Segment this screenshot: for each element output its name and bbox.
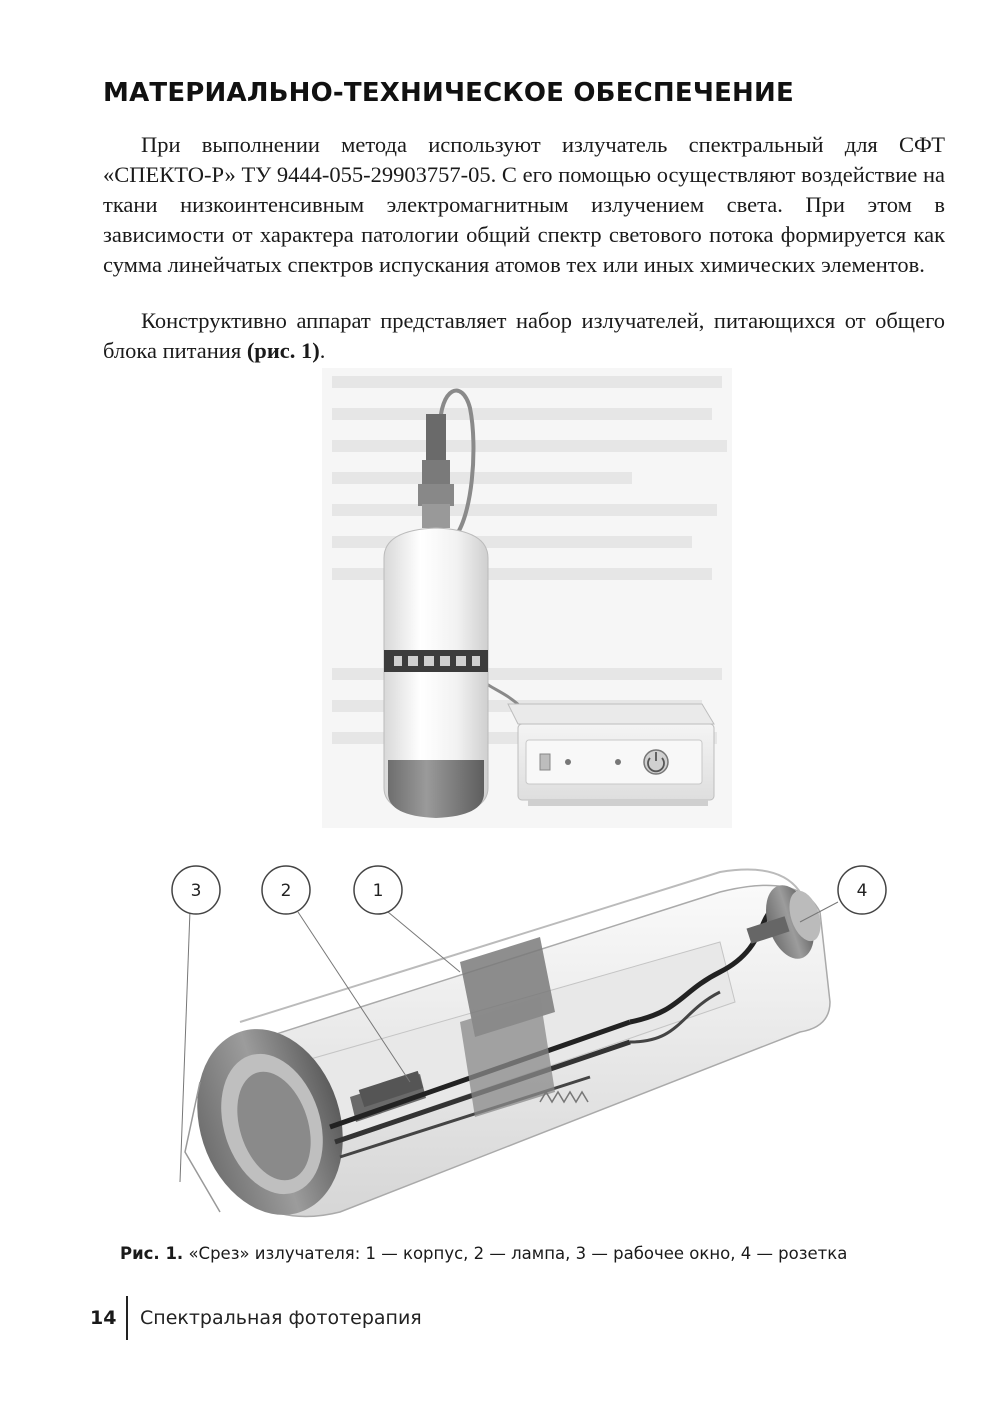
paragraph-2 bbox=[103, 306, 945, 366]
figure-caption bbox=[120, 1244, 940, 1263]
figure-caption-text: «Срез» излучателя: 1 — корпус, 2 — лампа, 3 — рабочее окно, 4 — розетка bbox=[183, 1244, 848, 1263]
footer-divider bbox=[126, 1296, 128, 1340]
figure-caption-label: Рис. 1. bbox=[120, 1244, 184, 1263]
svg-text:4: 4 bbox=[856, 881, 868, 901]
callout-3 bbox=[172, 866, 220, 914]
emitter-cutaway-diagram bbox=[160, 852, 940, 1232]
svg-text:2: 2 bbox=[280, 881, 292, 901]
paragraph-2-end: . bbox=[319, 338, 326, 363]
paragraph-1-text: При выполнении метода используют излучатель спектральный для СФТ «СПЕКТО-Р» ТУ 9444-055-29903757-05. С его помощью осуществляют воздействие на ткани низкоинтенсивным электромагнитным излучением света. При этом в зависимости от характера патологии общий спектр светового потока формируется как сумма линейчатых спектров испускания атомов тех или иных химических элементов. bbox=[103, 132, 945, 277]
page-number: 14 bbox=[90, 1307, 117, 1329]
running-title: Спектральная фототерапия bbox=[140, 1307, 422, 1329]
page-footer bbox=[90, 1296, 422, 1340]
paragraph-2-text: Конструктивно аппарат представляет набор излучателей, питающихся от общего блока питания bbox=[103, 308, 945, 363]
paragraph-1 bbox=[103, 130, 945, 280]
callout-2 bbox=[262, 866, 310, 914]
svg-text:1: 1 bbox=[372, 881, 384, 901]
callout-1 bbox=[354, 866, 402, 914]
svg-text:3: 3 bbox=[190, 881, 202, 901]
section-heading: МАТЕРИАЛЬНО-ТЕХНИЧЕСКОЕ ОБЕСПЕЧЕНИЕ bbox=[103, 78, 794, 108]
callout-4 bbox=[838, 866, 886, 914]
device-photo bbox=[322, 368, 732, 828]
figure-reference: (рис. 1) bbox=[246, 338, 320, 363]
